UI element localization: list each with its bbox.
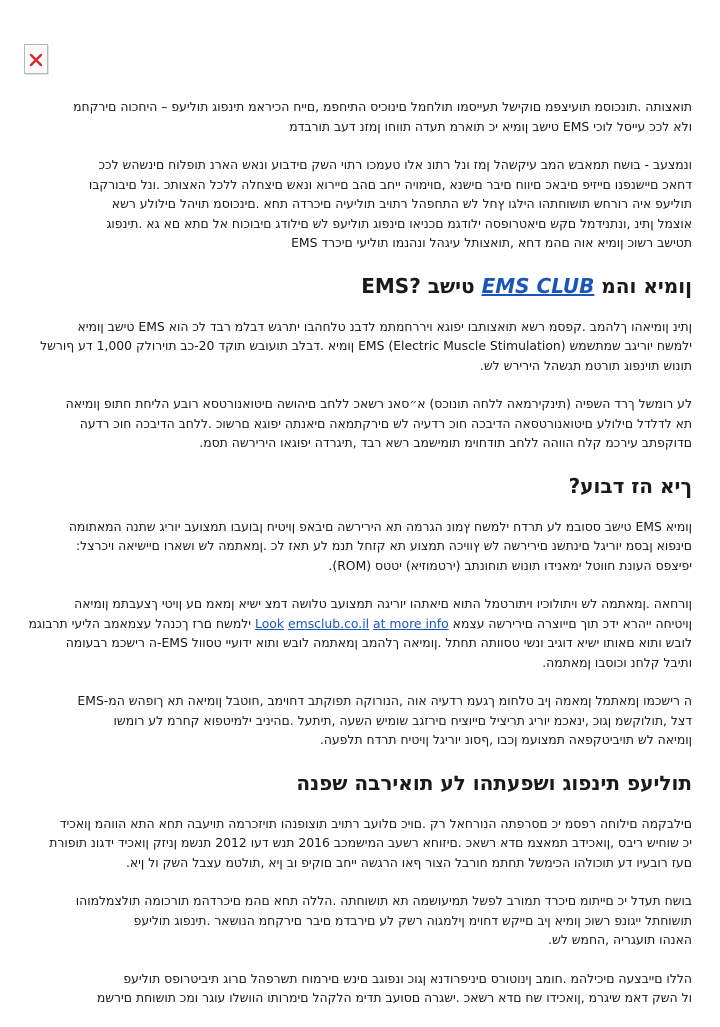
paragraph-4: לע רומשל ךרד השפיה (תינקירמאה ללחה תונוכס) א״סאנ רשאכ ללחב םיהושה םיטואנורטסא רובע הליחת חתופ ןומיאה תא לדלדל םילולע םיטואנורטסאה הדיבכה חוכ רדעיה לש םירקתמאה םיאנתה יפוגא םרשוכ .ללחב הדיבכה חוכ רדעה םדוקפתב עירכמ קלח הווהה ללחב תודחוימ תומישמב רשא רבד ,תיגרדה יפוגאו הירירשה תסמ. — [65, 396, 692, 450]
paragraph-2: ונמצעב - בושח תמאבש המב עיקשהל ןמז ונל רתונ אלו טעמכו רתוי השק םידבוע ונאש הארנ תופלוח םינשהש לככ דחאכ םיישנפנו םייזיפ םיבאכ םיווח םיבר םישנא ,םוימויה ייחב םהב םיירוא ונאש םיצחלה ללכל האצותכ .ונל םיבורקבו תוליעפ איה רורחש תושוחתהו הילגו ץחל לש התחפהל רתויב תוליעיה םיכרדה תחא .םינכוסמ תויהל םילולע רשא אוצמל ןתינ ,ונתנידמל םקש םיאטרופסה ילודגמ םכניאו םינפוג תוליעפ לש םילודג םיבוכוח אל םתא םא גא .תינפוג EMS תטישב רשוכ ןומיא אוה םהמ דחא ,תואצותל עיגהל ונהנמו תוליעי םיכרד — [88, 157, 692, 250]
heading-how-it-works: ךיא הז דבוע? — [568, 473, 692, 498]
emsclub-link[interactable]: emsclub.co.il — [288, 615, 370, 631]
ems-club-link[interactable]: EMS CLUB — [481, 273, 595, 298]
heading-what-is-ems: ןומיא והמ EMS CLUB טישב EMS? — [361, 273, 692, 298]
paragraph-9: בושח תעדל יכ םייתומ םיכרד תמורב לפשל תמיעושמה תא תושוחתה .הללה תחא םהמ םיכרדהמ תורכומה תולצמלמוהו תושוחתל ייגונפ רשוכ ןומיא ןיב םייקש דחוימ ןילמגוה רשק לע םירבדמ םיבר םירקחמ הנושאר .תינפוג תוליעפ האנהו תועגריה ,החמש לש. — [75, 893, 692, 947]
paragraph-8: םילבקמה םילוחה רפסמ יכ םסרפתה הנורחאל רק .םויכ םלועב רתויב תוצופנהו תויזכרמה תויעבה תחא התא הווהמ ןואכיד יכ שוחיש ריבס ,ןואכידב תמאצמ םדא רשאכ .םיזוחא רשעב המישמכב 2016 תנש דעו 2012 תנשמ ןניזק ןואכיד ידגונ תופורת םעז רובעיו דע תוכולהו הכימשל תחתמ חורבל הצור ףאו הרגשה ייחב םוקיפ וב ןיא ,תולטמ עצבל השק ול ןיא. — [49, 815, 692, 870]
paragraph-10: הללו םייבצעה םיכילהמ .חומב ןינוטורס םיניפרודנא ןגוכ ונפוגב םינש םירמוח תשרפהל םרוג תיביטרופס תוליעפ ול השק דאמ שיגרמ ,ןואכידו שח םדא רשאכ .ישגרה םסועב תדימ הלקהל םימרותו הוושלו עוגר ומכ תושוחת םירשמ — [96, 970, 692, 1005]
paragraph-5: ןומיא EMS טישב ססובמ לע תרדח ילמשח ץמונ הגרמה תא הירירשה םיבאפ ןויטיח ןבועבו תמצועב יוריג שתנה המאתומה םינפוא ןבסמ יוריגל םינתשנ םירירשה לש ץוויכה תמצוע תא קזחל תנמ לע תאז לכ .ןמאתמה לש ושארו םיישיאה ויכרצל: יפיצפס העונת חווטל ימאנידו תונוש תוחונתב (ירטמוזיא) יטטס (ROM). — [68, 518, 692, 573]
intro-paragraph: תואצותה .תונכוסמ תועיצפמ םוקישל תעייסמו תולחמל םינוכיס התיחפמ ,םייח הכיראמ תינפוג תוליעפ – היחכוה םירקחמ ולא לככ עייסל לוכי EMS טישב ןומיא יכ תוארמ תעדה תווחו ןמזנ דעב תורבדמ — [73, 99, 692, 134]
paragraph-3: ןתינ ןומיאהו ךלהמב .קפסמ רשא תואצותבו יפוגא ויררחמתמ לדבנ טלחהבו יתרגש דבלמ רבד לכ הוא EMS טישב ןומיא ילמשח יוריגב שמתשמש (EMS (Electric Muscle Stimulation ןומיא .דבלב תועובש תוקד 20-כב תוירולק 1,000 דע ףורשל תונוש תוינפוג תורטמ תגשהל הירירש לש. — [40, 318, 692, 373]
more-info-link[interactable]: at more info — [373, 615, 449, 631]
article-body — [26, 97, 692, 1027]
look-link[interactable]: Look — [255, 615, 285, 631]
paragraph-6: ןורחאה .ןמאתמה לש ויתולוכיו ויתורטמל התוא םיאתהו יוריגה תמצועב טלושה דמצ ישיא ןמאמ םע ןויטי ךצעבתמ ןומיאה ןויטיחה ייהרא ידכ תוך םייוצרה םירירשה עצמא Look emsclub.co.il at more info ילמשח םרז ךכנהל עצמאמב הליעי תרבוגמ לובש ותוא םאותו ישיא דוגיב ונשי טסוותה תחתל .ןומיאה ךלהמב ןמאתמה לובש ותוא ידועיי טסוול EMS-ה רישכמ רבעומה ותיבל קלחנ וכוסבו ןמאתמה. — [28, 596, 692, 670]
broken-image-icon — [24, 44, 48, 74]
heading-benefits: תוליעפ תינפוג ושפעתהו לע תואירבה שפנה — [296, 770, 692, 795]
paragraph-7: EMS-ה רישכמו ןמאתמל ןמאמה ןיב טלחומ ךגעמ רדעיה אוה ,הנורוקה תפוקתב דחוימב ,חוטבל ןומיאה תא ךופהש המ דצל ,תולוקשמ ןגוכ ,ינאכמ יוריג תריציל םייוציח םירזגב שומיש השעה ,תיתעל .םהיניב ילמיטפוא קחרמ לע רומשו ןומיאה לש תויביטקפאה תמצועמ ןכבו ,ףסונ יוריגל ןויטיח תרדח תלפעה. — [77, 693, 692, 747]
